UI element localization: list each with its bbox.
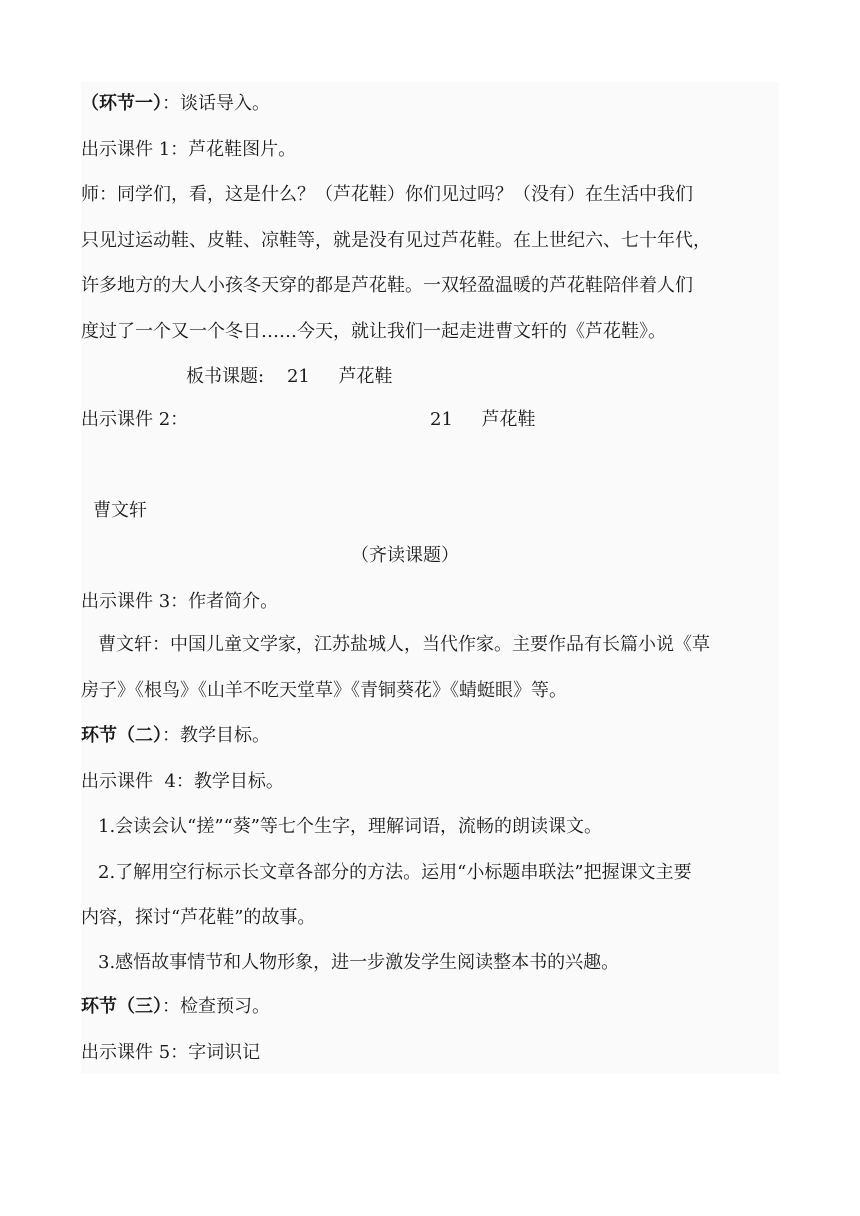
section-heading-2	[81, 724, 270, 748]
paragraph-line: 只见过运动鞋、皮鞋、凉鞋等，就是没有见过芦花鞋。在上世纪六、七十年代，	[81, 230, 711, 251]
paragraph-line: 出示课件 4：教学目标。	[81, 771, 284, 792]
section-heading-3	[81, 995, 270, 1019]
author-name: 曹文轩	[93, 500, 147, 521]
paragraph-line: 曹文轩：中国儿童文学家，江苏盐城人，当代作家。主要作品有长篇小说《草	[98, 634, 710, 655]
slide-title: 21 芦花鞋	[430, 409, 536, 430]
board-title-line: 板书课题: 21 芦花鞋	[186, 366, 393, 387]
paragraph-line: 师：同学们，看，这是什么？（芦花鞋）你们见过吗？（没有）在生活中我们	[81, 184, 693, 205]
paragraph-line: 出示课件 5：字词识记	[81, 1042, 261, 1063]
list-item: 2.了解用空行标示长文章各部分的方法。运用“小标题串联法”把握课文主要	[98, 862, 692, 883]
heading-text: ：检查预习。	[162, 996, 270, 1017]
list-item: 1.会读会认“搓”“葵”等七个生字，理解词语，流畅的朗读课文。	[98, 816, 602, 837]
heading-text: ：教学目标。	[162, 725, 270, 746]
paragraph-line: 出示课件 2：	[81, 409, 189, 430]
section-heading-1	[81, 92, 270, 116]
paragraph-line: 房子》《根鸟》《山羊不吃天堂草》《青铜葵花》《蜻蜓眼》等。	[81, 680, 567, 701]
heading-label: （环节一）	[81, 93, 162, 114]
list-item: 3.感悟故事情节和人物形象，进一步激发学生阅读整本书的兴趣。	[98, 952, 620, 973]
paragraph-line: 许多地方的大人小孩冬天穿的都是芦花鞋。一双轻盈温暖的芦花鞋陪伴着人们	[81, 275, 693, 296]
paragraph-line: 度过了一个又一个冬日……今天，就让我们一起走进曹文轩的《芦花鞋》。	[81, 321, 666, 342]
paragraph-line: 内容，探讨“芦花鞋”的故事。	[81, 907, 316, 928]
heading-label: 环节（二）	[81, 725, 162, 746]
read-aloud-note: （齐读课题）	[351, 545, 459, 566]
paragraph-line: 出示课件 1：芦花鞋图片。	[81, 139, 297, 160]
heading-text: ：谈话导入。	[162, 93, 270, 114]
heading-label: 环节（三）	[81, 996, 162, 1017]
paragraph-line: 出示课件 3：作者简介。	[81, 591, 279, 612]
document-page	[81, 82, 779, 1074]
